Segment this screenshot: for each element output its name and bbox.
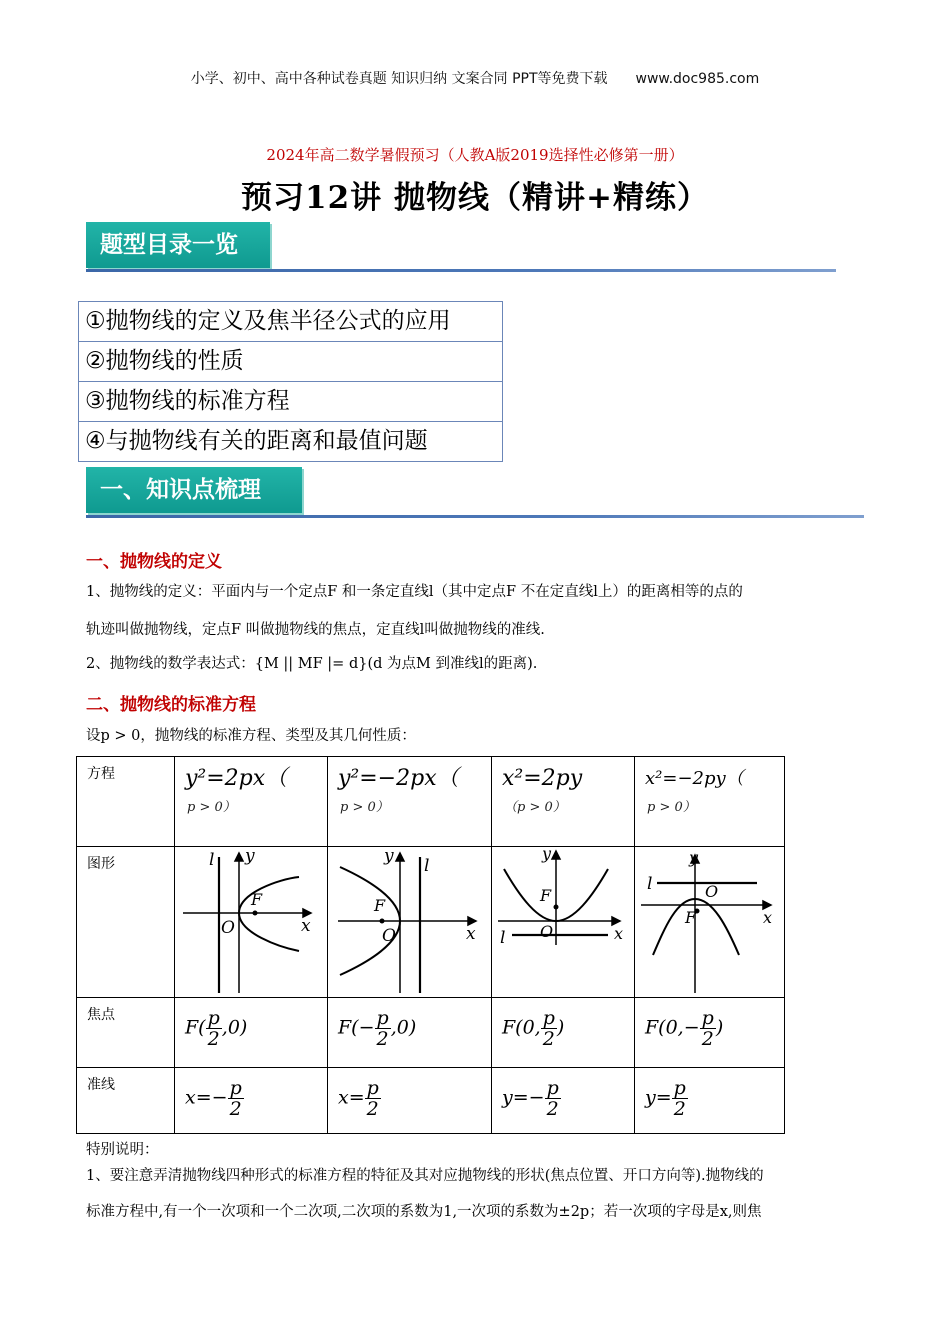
equation-cell xyxy=(328,757,492,847)
fraction xyxy=(375,1008,391,1049)
equation-text: y²=−2px（ xyxy=(338,766,459,791)
focus-prefix: F(0,− xyxy=(645,1016,700,1039)
graph-label-f: F xyxy=(251,890,263,909)
directrix-prefix: y= xyxy=(645,1086,672,1109)
fraction-num: p xyxy=(376,1007,389,1029)
graph-label-y: y xyxy=(384,847,394,866)
focus-prefix: F(− xyxy=(338,1016,375,1039)
parabola-properties-table xyxy=(76,756,785,1134)
graph-label-y: y xyxy=(245,847,255,866)
graph-label-x: x xyxy=(466,924,476,944)
graph-upward-opening xyxy=(492,847,634,997)
fraction xyxy=(672,1078,688,1119)
page-header xyxy=(0,68,950,88)
focus-suffix: ) xyxy=(715,1016,724,1039)
fraction-num: p xyxy=(542,1007,555,1029)
fraction-den: 2 xyxy=(546,1098,559,1120)
toc-item[interactable]: ②抛物线的性质 xyxy=(79,342,502,382)
equation-text: x²=2py xyxy=(502,766,583,791)
table-row xyxy=(77,847,785,998)
fraction-den: 2 xyxy=(229,1098,242,1120)
equation-condition: p > 0） xyxy=(340,800,389,815)
math-expression-line: 2、抛物线的数学表达式：{M || MF |= d}(d 为点M 到准线l的距离). xyxy=(86,656,538,672)
focus-cell xyxy=(635,998,785,1068)
graph-label-o: O xyxy=(221,918,235,938)
table-intro: 设p > 0，抛物线的标准方程、类型及其几何性质： xyxy=(86,728,416,744)
focus-prefix: F(0, xyxy=(502,1016,541,1039)
equation-cell xyxy=(635,757,785,847)
focus-prefix: F( xyxy=(185,1016,206,1039)
focus-suffix: ) xyxy=(556,1016,565,1039)
page-title: 预习12讲 抛物线（精讲+精练） xyxy=(241,180,709,216)
fraction xyxy=(228,1078,244,1119)
special-note-line-1: 1、要注意弄清抛物线四种形式的标准方程的特征及其对应抛物线的形状(焦点位置、开口方向等).抛物线的 xyxy=(86,1168,764,1184)
equation-condition: （p > 0） xyxy=(504,800,566,815)
graph-label-l: l xyxy=(424,856,430,876)
toc-box xyxy=(78,301,503,462)
banner-divider xyxy=(86,515,864,518)
section-banner-knowledge: 一、知识点梳理 xyxy=(86,467,302,513)
fraction-den: 2 xyxy=(701,1028,714,1050)
fraction-num: p xyxy=(366,1077,379,1099)
fraction xyxy=(545,1078,561,1119)
fraction-num: p xyxy=(207,1007,220,1029)
equation-condition: p > 0） xyxy=(647,800,696,815)
banner-divider xyxy=(86,269,836,272)
table-row xyxy=(77,757,785,847)
fraction-den: 2 xyxy=(376,1028,389,1050)
graph-label-l: l xyxy=(500,928,506,948)
graph-right-opening xyxy=(175,847,327,997)
table-row xyxy=(77,998,785,1068)
fraction xyxy=(206,1008,222,1049)
fraction-den: 2 xyxy=(207,1028,220,1050)
directrix-cell xyxy=(492,1068,635,1134)
directrix-cell xyxy=(328,1068,492,1134)
fraction-den: 2 xyxy=(542,1028,555,1050)
equation-text: y²=2px（ xyxy=(185,766,288,791)
focus-cell xyxy=(175,998,328,1068)
directrix-prefix: x=− xyxy=(185,1086,228,1109)
directrix-prefix: y=− xyxy=(502,1086,545,1109)
directrix-cell xyxy=(175,1068,328,1134)
row-label-graph: 图形 xyxy=(77,847,175,998)
definition-line-1: 1、抛物线的定义：平面内与一个定点F 和一条定直线l（其中定点F 不在定直线l上）的距离相等的点的 xyxy=(86,584,743,600)
equation-cell xyxy=(175,757,328,847)
special-note-label: 特别说明： xyxy=(86,1142,159,1158)
fraction xyxy=(541,1008,557,1049)
fraction xyxy=(700,1008,716,1049)
toc-item[interactable]: ③抛物线的标准方程 xyxy=(79,382,502,422)
focus-suffix: ,0) xyxy=(390,1016,417,1039)
graph-label-f: F xyxy=(685,908,697,927)
graph-label-o: O xyxy=(540,922,554,941)
toc-item[interactable]: ①抛物线的定义及焦半径公式的应用 xyxy=(79,302,502,342)
fraction-num: p xyxy=(229,1077,242,1099)
equation-cell xyxy=(492,757,635,847)
fraction-num: p xyxy=(701,1007,714,1029)
graph-cell xyxy=(175,847,328,998)
table-row xyxy=(77,1068,785,1134)
graph-label-x: x xyxy=(614,924,624,943)
graph-label-x: x xyxy=(301,916,311,936)
focus-cell xyxy=(492,998,635,1068)
row-label-directrix: 准线 xyxy=(77,1068,175,1134)
fraction-den: 2 xyxy=(366,1098,379,1120)
graph-label-l: l xyxy=(209,850,215,870)
graph-cell xyxy=(635,847,785,998)
focus-suffix: ,0) xyxy=(221,1016,248,1039)
graph-cell xyxy=(492,847,635,998)
equation-text: x²=−2py（ xyxy=(645,768,744,789)
graph-label-o: O xyxy=(382,926,396,946)
graph-label-o: O xyxy=(705,882,719,901)
header-text: 小学、初中、高中各种试卷真题 知识归纳 文案合同 PPT等免费下载 xyxy=(190,71,608,87)
row-label-focus: 焦点 xyxy=(77,998,175,1068)
row-label-equation: 方程 xyxy=(77,757,175,847)
section-heading-standard-equation: 二、抛物线的标准方程 xyxy=(86,695,256,715)
fraction-num: p xyxy=(546,1077,559,1099)
directrix-cell xyxy=(635,1068,785,1134)
definition-line-2: 轨迹叫做抛物线，定点F 叫做抛物线的焦点，定直线l叫做抛物线的准线. xyxy=(86,622,545,638)
section-banner-toc: 题型目录一览 xyxy=(86,222,270,268)
directrix-prefix: x= xyxy=(338,1086,365,1109)
graph-label-f: F xyxy=(374,896,386,915)
graph-label-y: y xyxy=(689,848,699,867)
graph-label-f: F xyxy=(540,886,552,905)
graph-downward-opening xyxy=(635,847,784,997)
document-subtitle: 2024年高二数学暑假预习（人教A版2019选择性必修第一册） xyxy=(266,146,684,164)
focus-cell xyxy=(328,998,492,1068)
special-note-line-2: 标准方程中,有一个一次项和一个二次项,二次项的系数为1,一次项的系数为±2p；若一次项的字母是x,则焦 xyxy=(86,1204,762,1220)
fraction xyxy=(365,1078,381,1119)
fraction-num: p xyxy=(673,1077,686,1099)
toc-item[interactable]: ④与抛物线有关的距离和最值问题 xyxy=(85,428,428,454)
fraction-den: 2 xyxy=(673,1098,686,1120)
graph-cell xyxy=(328,847,492,998)
header-site[interactable]: www.doc985.com xyxy=(635,71,760,87)
graph-label-l: l xyxy=(647,874,653,894)
section-heading-definition: 一、抛物线的定义 xyxy=(86,552,222,572)
graph-left-opening xyxy=(328,847,491,997)
equation-condition: p > 0） xyxy=(187,800,236,815)
graph-label-x: x xyxy=(763,908,773,927)
graph-label-y: y xyxy=(542,847,552,863)
